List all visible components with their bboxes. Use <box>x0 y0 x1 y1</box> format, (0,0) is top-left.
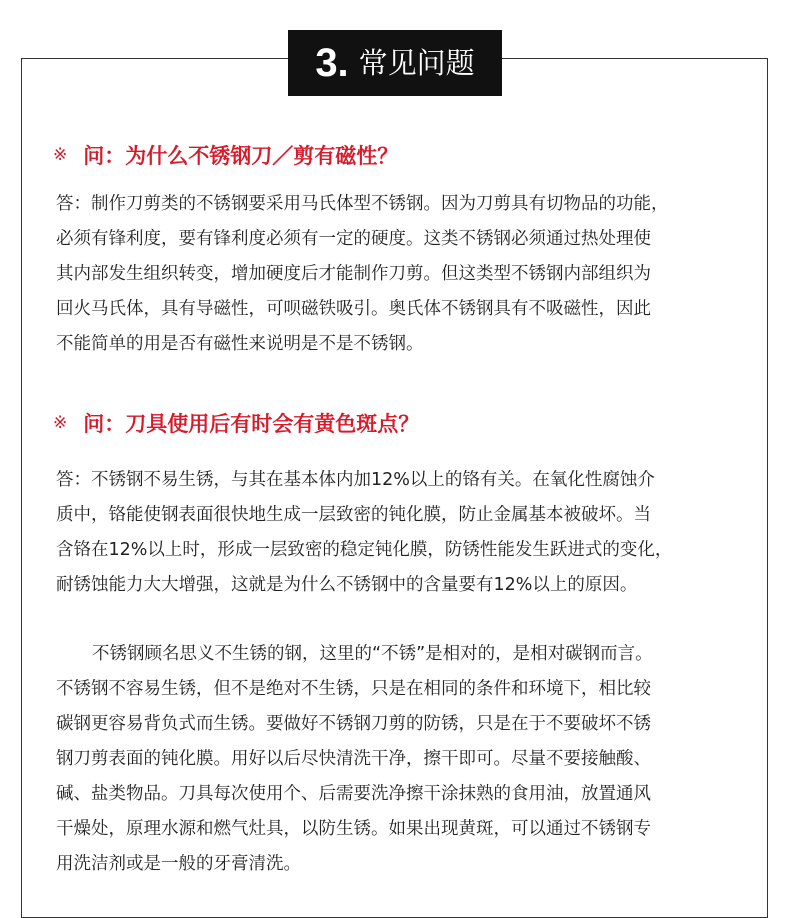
answer-line: 质中，铬能使钢表面很快地生成一层致密的钝化膜，防止金属基本被破坏。当 <box>56 505 651 525</box>
question-text: 问：刀具使用后有时会有黄色斑点？ <box>83 412 420 436</box>
answer-line: 不能简单的用是否有磁性来说明是不是不锈钢。 <box>56 334 424 354</box>
answer-line: 回火马氏体，具有导磁性，可呗磁铁吸引。奥氏体不锈钢具有不吸磁性，因此 <box>56 299 651 319</box>
answer-line: 干燥处，原理水源和燃气灶具，以防生锈。如果出现黄斑，可以通过不锈钢专 <box>56 819 651 839</box>
faq-question-1 <box>53 140 398 170</box>
answer-line: 含铬在12%以上时，形成一层致密的稳定钝化膜，防锈性能发生跃进式的变化， <box>56 540 673 560</box>
answer-line: 用洗洁剂或是一般的牙膏清洗。 <box>56 854 301 874</box>
question-text: 问：为什么不锈钢刀／剪有磁性？ <box>83 144 399 168</box>
faq-answer-2 <box>56 463 756 603</box>
section-title: 常见问题 <box>358 45 475 80</box>
answer-line: 碳钢更容易背负式而生锈。要做好不锈钢刀剪的防锈，只是在于不要破坏不锈 <box>56 714 651 734</box>
answer-line: 不锈钢顾名思义不生锈的钢，这里的“不锈”是相对的，是相对碳钢而言。 <box>92 644 653 664</box>
answer-line: 答：不锈钢不易生锈，与其在基本体内加12%以上的铬有关。在氧化性腐蚀介 <box>56 470 655 490</box>
answer-line: 碱、盐类物品。刀具每次使用个、后需要洗净擦干涂抹熟的食用油，放置通风 <box>56 784 651 804</box>
answer-line: 钢刀剪表面的钝化膜。用好以后尽快清洗干净，擦干即可。尽量不要接触酸、 <box>56 749 651 769</box>
answer-line: 其内部发生组织转变，增加硬度后才能制作刀剪。但这类型不锈钢内部组织为 <box>56 264 651 284</box>
answer-line: 答：制作刀剪类的不锈钢要采用马氏体型不锈钢。因为刀剪具有切物品的功能， <box>56 194 669 214</box>
section-header <box>288 30 502 96</box>
section-number: 3. <box>315 41 349 85</box>
reference-mark-icon: ※ <box>53 145 68 165</box>
answer-line: 不锈钢不容易生锈，但不是绝对不生锈，只是在相同的条件和环境下，相比较 <box>56 679 651 699</box>
faq-answer-2-continued <box>56 637 756 882</box>
answer-line: 必须有锋利度，要有锋利度必须有一定的硬度。这类不锈钢必须通过热处理使 <box>56 229 651 249</box>
faq-question-2 <box>53 408 419 438</box>
reference-mark-icon: ※ <box>53 413 68 433</box>
faq-answer-1 <box>56 187 756 362</box>
answer-line: 耐锈蚀能力大大增强，这就是为什么不锈钢中的含量要有12%以上的原因。 <box>56 575 638 595</box>
